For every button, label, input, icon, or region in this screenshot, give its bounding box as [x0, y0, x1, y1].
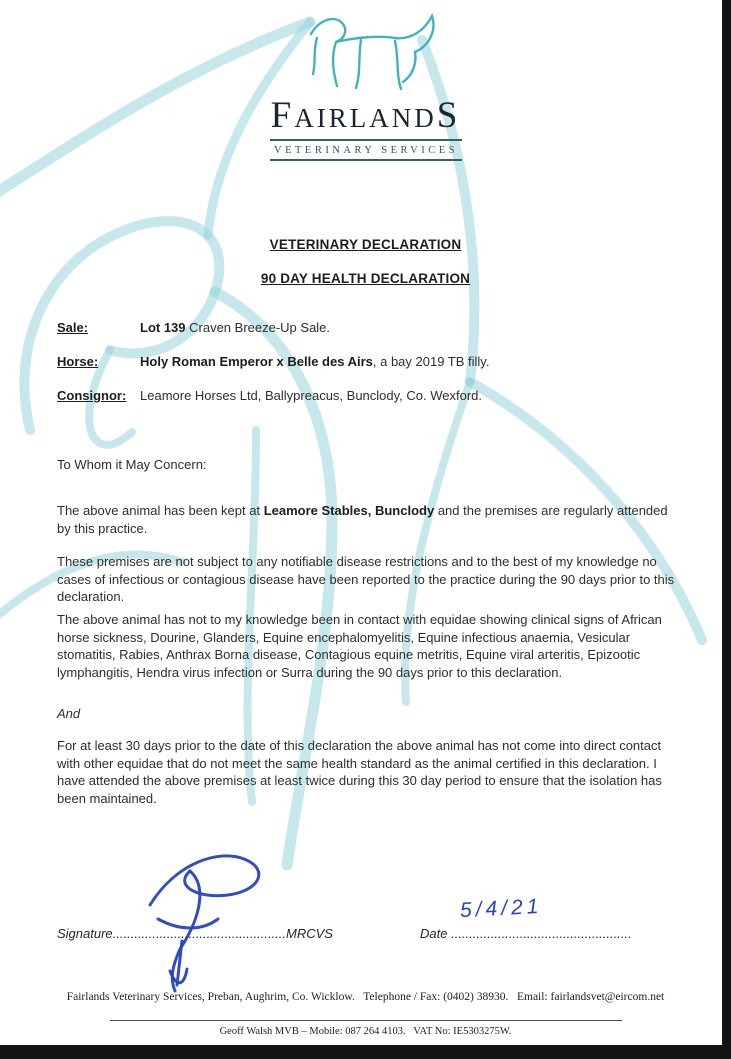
horse-label: Horse: [57, 354, 99, 369]
footer-divider [110, 1020, 622, 1021]
date-line [420, 926, 632, 941]
date-dots: .................................................. [451, 926, 632, 941]
signature-mrcvs: MRCVS [286, 926, 333, 941]
paragraph-4: For at least 30 days prior to the date of this declaration the above animal has not come into direct contact with other equidae that do not meet the same health standard as the animal certified in this declaration. I have attended the above premises at least twice during this 30 day period to ensure that the isolation has been maintained. [57, 738, 662, 806]
paragraph-2: These premises are not subject to any notifiable disease restrictions and to the best of my knowledge no cases of infectious or contagious disease have been reported to the practice during the 90 days prior to this declaration. [57, 554, 675, 604]
paragraph-3: The above animal has not to my knowledge been in contact with equidae showing clinical signs of African horse sickness, Dourine, Glanders, Equine encephalomyelitis, Equine infectious anaemia, Vesicular stomatitis, Rabies, Anthrax Borna disease, Contagious equine metritis, Equine viral arteritis, Epizootic lymphangitis, Hendra virus infection or Surra during the 90 days prior to this declaration. [57, 612, 662, 680]
scan-edge-right [722, 0, 731, 1059]
brand-letters-mid: AIRLAND [294, 103, 437, 133]
sale-label: Sale: [57, 320, 89, 335]
footer-vet-line: Geoff Walsh MVB – Mobile: 087 264 4103. VAT No: IE5303275W. [219, 1026, 512, 1037]
consignor-label: Consignor: [57, 388, 127, 403]
signature-line [57, 926, 333, 941]
paragraph-1-pre: The above animal has been kept at [57, 503, 264, 518]
sale-lot: Lot 139 [140, 320, 186, 335]
and-word: And [57, 706, 81, 721]
salutation: To Whom it May Concern: [57, 457, 207, 472]
sale-rest: Craven Breeze-Up Sale. [185, 320, 331, 335]
consignor-value: Leamore Horses Ltd, Ballypreacus, Bunclody, Co. Wexford. [140, 388, 483, 403]
paragraph-1-post: and the premises are regularly attended by this practice. [57, 503, 668, 536]
document-title: VETERINARY DECLARATION [269, 237, 462, 252]
horse-rest: , a bay 2019 TB filly. [372, 354, 490, 369]
signature-ink-icon [118, 843, 288, 998]
field-consignor [57, 388, 697, 403]
paragraph-1-bold: Leamore Stables, Bunclody [263, 503, 435, 518]
horse-name: Holy Roman Emperor x Belle des Airs [140, 354, 373, 369]
field-sale [57, 320, 697, 335]
footer-practice-line: Fairlands Veterinary Services, Preban, Aughrim, Co. Wicklow. Telephone / Fax: (0402) 38930. Email: fairlandsvet@eircom.net [66, 991, 665, 1003]
brand-letter-f: F [270, 95, 295, 136]
date-label: Date [420, 926, 448, 941]
field-horse [57, 354, 697, 369]
scan-edge-bottom [0, 1045, 731, 1059]
document-subtitle: 90 DAY HEALTH DECLARATION [260, 271, 471, 286]
horse-logo-icon [283, 4, 448, 99]
brand-wordmark [0, 96, 731, 138]
handwritten-date: 5/4/21 [459, 894, 543, 923]
brand-letter-s: S [436, 95, 461, 136]
paragraph-1 [57, 502, 677, 537]
brand-subtitle: VETERINARY SERVICES [270, 139, 462, 161]
signature-dots: ................................................ [112, 926, 287, 941]
signature-label: Signature [57, 926, 113, 941]
